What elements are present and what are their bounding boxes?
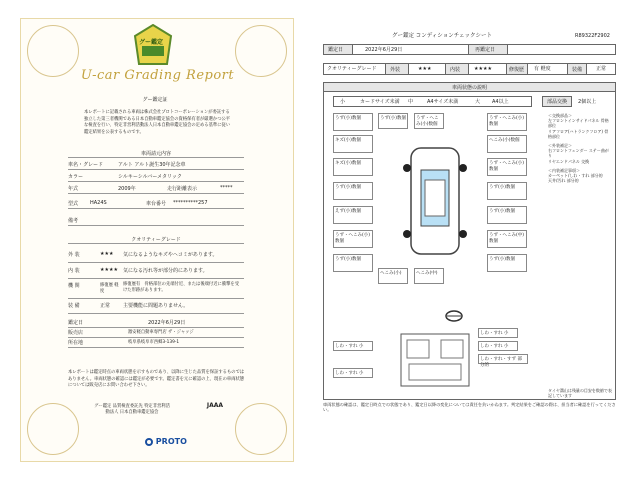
damage-note-left-2 <box>333 135 373 153</box>
comment-line: カーペット/しわ・すれ 部分的 <box>548 173 603 179</box>
recheck-label: 再鑑定日 <box>468 44 508 55</box>
grade-equipment-desc: 主要機能に問題ありません。 <box>123 303 189 309</box>
damage-note-text: うず(小)数個 <box>489 185 516 190</box>
damage-note-bottom-1 <box>378 268 408 284</box>
certificate-note: 本レポートは鑑定時点の車両状態を示すものであり、以降に生じた品質を保証するものではありません。車両状態の確認には鑑定が必要です。鑑定書を元に確認の上、現在の車両状態については販売店にお問い合わせ下さい。 <box>68 370 245 388</box>
certificate-title: U-car Grading Report <box>80 68 235 83</box>
color-value: シルキーシルバーメタリック <box>118 174 182 180</box>
grade-row-exterior <box>68 250 244 263</box>
damage-note-left-4 <box>333 182 373 200</box>
repair-label: 修復歴 <box>506 63 528 75</box>
grade-engine-sub: 修復歴 軽度 <box>100 283 119 294</box>
chassis-value: **********257 <box>173 200 208 206</box>
interior-note-text: しわ・すれ 小 <box>335 371 364 376</box>
damage-note-left-7 <box>333 254 373 272</box>
issuer-text: グー鑑定 品質検査委託先 特定非営利活動法人 日本自動車鑑定協会 <box>94 404 170 415</box>
appraisal-date-label: 鑑定日 <box>323 44 353 55</box>
damage-note-text: うず・へこみ(小)数個 <box>335 233 371 244</box>
size-large-desc: A4以上 <box>492 99 509 105</box>
damage-note-right-1 <box>487 113 527 131</box>
damage-note-text: へこみ(小)数個 <box>489 138 520 143</box>
damage-note-bottom-2 <box>414 268 444 284</box>
grade-engine-desc: 修復歴有 骨格部位の先端付近、または後端付近に衝撃を受けた形跡があります。 <box>123 282 240 293</box>
model-value: HA24S <box>90 200 107 206</box>
mileage-value: ***** <box>220 185 233 191</box>
proto-logo <box>145 437 187 446</box>
size-medium-desc: A4サイズ未満 <box>427 99 459 105</box>
damage-note-left-3 <box>333 158 373 176</box>
comment-line: 右フロントフェンダー ステー曲がり <box>548 148 609 159</box>
interior-label: 内装 <box>445 63 469 75</box>
damage-note-left-5 <box>333 206 373 224</box>
model-label: 型式 <box>68 201 79 207</box>
comment-line: リアフロア(ハトランクフロア) 骨格部位 <box>548 128 609 139</box>
grade-row-equipment <box>68 301 244 314</box>
interior-note-2 <box>478 341 518 351</box>
side-comments <box>548 113 612 183</box>
certificate-number: R89322F2902 <box>575 33 610 39</box>
damage-note-text: うず・へこみ(中)数個 <box>489 233 525 244</box>
exterior-stars: ★★★ <box>418 66 432 72</box>
interior-diagram <box>397 330 473 390</box>
damage-note-right-3 <box>487 158 527 176</box>
damage-note-right-4 <box>487 182 527 200</box>
damage-note-text: うず・へこみ(小)数個 <box>489 161 525 172</box>
interior-note-4 <box>333 341 373 351</box>
model-row <box>68 199 244 209</box>
damage-note-text: ヘこみ(小) <box>380 271 402 276</box>
grade-row-interior <box>68 266 244 279</box>
damage-note-text: うず(小)数個 <box>335 116 362 121</box>
year-row <box>68 184 244 194</box>
proto-mark-icon <box>145 438 153 446</box>
damage-note-right-7 <box>487 254 527 272</box>
date-label: 鑑定日 <box>68 320 84 326</box>
shop-name: 激安軽自動車専門店 ザ・ジャッジ <box>128 330 194 335</box>
damage-note-text: へこみ(中) <box>416 271 438 276</box>
damage-note-right-2 <box>487 135 527 153</box>
equipment-label: 装備 <box>567 63 587 75</box>
mileage-label: 走行距離表示 <box>167 186 198 192</box>
certificate-subtitle: グー鑑定証 <box>142 97 168 103</box>
interior-note-text: しわ・すれ 小 <box>335 344 364 349</box>
damage-note-right-5 <box>487 206 527 224</box>
car-name-row <box>68 160 244 170</box>
year-label: 年式 <box>68 186 79 192</box>
damage-note-top-2 <box>414 113 444 129</box>
damage-note-text: うず(小)数個 <box>335 185 362 190</box>
interior-note-text: しわ・すれ 小 <box>480 331 509 336</box>
interior-note-3 <box>478 354 528 368</box>
damage-note-text: うず(小)数個 <box>489 257 516 262</box>
equipment-value: 正常 <box>596 66 607 72</box>
certificate-body-text: 本レポートに記載される車両は株式会社プロトコーポレーションが委託する独立した第三者機関である日本自動車鑑定協会の資格保有者が厳選かつ公平な検査を行い、特定非営利活動法人日本自動車鑑定協会の定める基準に従い鑑定結果を公表するものです。 <box>84 110 231 135</box>
size-medium-label: 中 <box>408 99 414 105</box>
grade-interior-desc: 気になる汚れ等が部分的にあります。 <box>123 268 208 274</box>
parts-value: 2個以上 <box>578 99 597 105</box>
damage-note-text: うず・へこみ(小)数個 <box>416 116 439 127</box>
damage-note-left-1 <box>333 113 373 131</box>
badge-label: グー鑑定 <box>139 39 164 46</box>
color-row <box>68 172 244 182</box>
damage-note-right-6 <box>487 230 527 248</box>
parts-label: 部品交換 <box>542 96 572 107</box>
chassis-label: 車台番号 <box>146 201 167 207</box>
date-row <box>68 318 244 328</box>
quality-grade-heading: クオリティーグレード <box>68 236 244 244</box>
grade-interior-stars: ★★★★ <box>100 267 118 273</box>
damage-note-left-6 <box>333 230 373 248</box>
year-value: 2009年 <box>118 186 136 192</box>
repair-value: 有 軽度 <box>534 66 551 72</box>
quality-grade-label: クオリティーグレード <box>327 66 377 72</box>
comment-line: ＜外装補足＞ <box>548 143 572 149</box>
damage-note-text: キズ(小)数個 <box>335 161 361 166</box>
remarks-label: 備考 <box>68 218 79 224</box>
address-label: 所在地 <box>68 340 84 346</box>
address-value: 岐阜県岐阜市西郷3-139-1 <box>128 340 180 345</box>
size-large-label: 大 <box>475 99 481 105</box>
size-small-label: 小 <box>340 99 346 105</box>
steering-wheel-icon <box>444 308 464 322</box>
comment-line: 左フロントインサイドパネル 骨格部位 <box>548 118 609 129</box>
damage-note-text: えず(小)数個 <box>335 209 362 214</box>
interior-note-5 <box>333 368 373 378</box>
sheet-header: グー鑑定 コンディションチェックシート <box>392 33 493 39</box>
shop-label: 販売店 <box>68 330 84 336</box>
vehicle-status-title: 車両状態の説明 <box>323 82 616 92</box>
damage-note-text: うず(小)数個 <box>489 209 516 214</box>
interior-note-text: しわ・すれ 小 <box>480 344 509 349</box>
ornament-bottom-right <box>235 403 287 455</box>
damage-note-text: キズ(小)数個 <box>335 138 361 143</box>
proto-label: PROTO <box>155 437 187 446</box>
remarks-row <box>68 216 244 226</box>
jaaa-logo <box>200 402 230 414</box>
car-diagram-top-view <box>389 140 481 262</box>
date-value: 2022年6月29日 <box>148 320 186 326</box>
size-small-desc: カードサイズ未満 <box>360 99 400 105</box>
exterior-label: 外装 <box>385 63 409 75</box>
grade-equipment-sub: 正常 <box>100 303 111 309</box>
damage-note-text: うず(小)数個 <box>380 116 407 121</box>
grade-interior-label: 内 装 <box>68 268 80 274</box>
grade-exterior-label: 外 装 <box>68 252 80 258</box>
address-row <box>68 338 244 348</box>
goo-appraisal-badge <box>133 24 173 68</box>
comment-line: ＜交換部品＞ <box>548 113 572 118</box>
vehicle-section-heading: 車両請元内容 <box>68 150 244 158</box>
car-name-label: 車名・グレード <box>68 162 104 168</box>
damage-note-text: うず(小)数個 <box>335 257 362 262</box>
damage-note-text: うず・へこみ(小)数個 <box>489 116 525 127</box>
damage-note-top-1 <box>378 113 408 129</box>
jaaa-label: JAAA <box>206 402 224 409</box>
color-label: カラー <box>68 174 84 180</box>
comment-line: 天井/汚れ 部分的 <box>548 178 579 184</box>
interior-note-text: しわ・すれ・すず 部分的 <box>480 357 522 368</box>
grade-equipment-label: 装 備 <box>68 303 80 309</box>
tire-legend: タイヤ溝山は残量の目安を数値で表記しています <box>548 388 612 398</box>
grade-row-engine <box>68 281 244 299</box>
grade-exterior-desc: 気になるようなキズやヘコミがあります。 <box>123 252 218 258</box>
appraisal-date-value: 2022年6月29日 <box>365 47 403 53</box>
comment-line: ＜内装補足事項＞ <box>548 167 580 173</box>
car-name-value: アルト アルト誕生30年記念車 <box>118 162 186 168</box>
shop-row <box>68 328 244 338</box>
grade-exterior-stars: ★★★ <box>100 251 114 257</box>
comment-line: リヤエンドパネル 交換 <box>548 158 590 164</box>
grade-engine-label: 機 関 <box>68 283 80 289</box>
sheet-bottom-note: 車両状態の確認は、鑑定日時点での状態であり、鑑定日以降の変化については責任を負いかねます。判定結果をご確認の際は、担当者に確認を行ってください。 <box>323 402 616 413</box>
interior-note-1 <box>478 328 518 338</box>
ornament-bottom-left <box>27 403 79 455</box>
interior-stars: ★★★★ <box>474 66 492 72</box>
